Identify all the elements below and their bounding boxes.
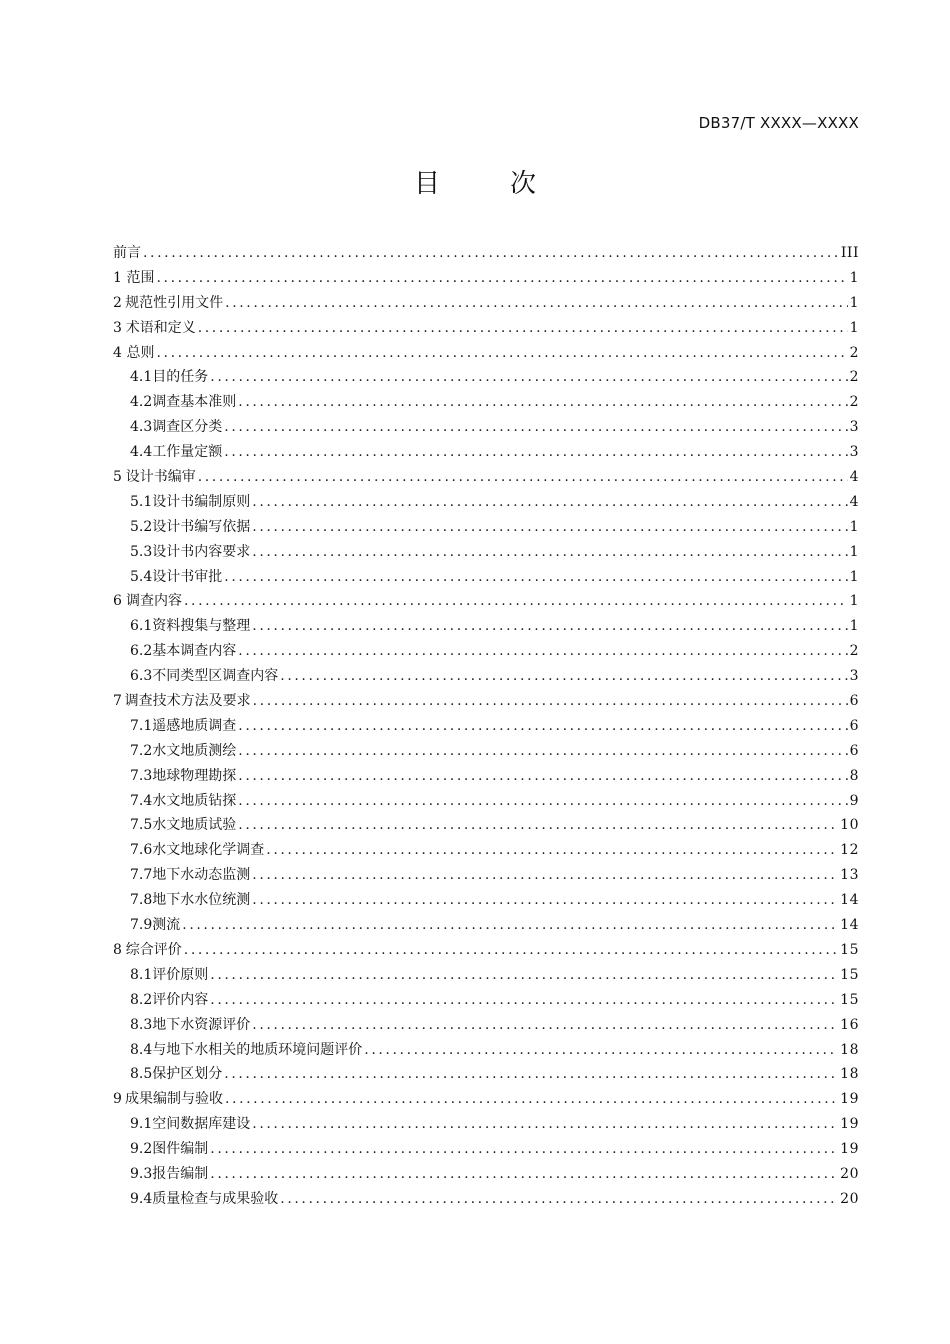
toc-entry-number: 8: [113, 941, 122, 958]
toc-leader-dots: [252, 544, 847, 560]
toc-title: 目 次: [413, 169, 558, 199]
toc-entry-title: 术语和定义: [125, 319, 196, 336]
toc-entry-page: 1: [849, 319, 859, 336]
toc-entry-page: 8: [849, 767, 859, 784]
toc-entry[interactable]: [113, 1014, 859, 1039]
toc-leader-dots: [210, 992, 838, 1008]
toc-entry-title: 综合评价: [125, 941, 182, 958]
toc-entry-page: 1: [849, 518, 859, 535]
toc-entry-page: 3: [849, 444, 859, 461]
toc-leader-dots: [224, 1066, 838, 1082]
toc-entry-number: 5.2: [130, 518, 153, 535]
toc-leader-dots: [252, 867, 838, 883]
toc-entry-title: 设计书编制原则: [152, 493, 251, 510]
toc-entry-number: 5: [113, 469, 122, 486]
toc-entry-page: 13: [840, 867, 859, 884]
toc-leader-dots: [238, 643, 847, 659]
toc-entry-title: 水文地质试验: [152, 817, 237, 834]
toc-entry-number: 8.1: [130, 966, 153, 983]
toc-entry-title: 设计书内容要求: [152, 543, 251, 560]
toc-leader-dots: [210, 369, 847, 385]
toc-leader-dots: [252, 1116, 838, 1132]
toc-entry-page: 6: [849, 693, 859, 710]
toc-leader-dots: [182, 917, 838, 933]
toc-entry[interactable]: [113, 690, 859, 715]
toc-entry-number: 3: [113, 319, 122, 336]
toc-entry-number: 5.3: [130, 543, 153, 560]
toc-entry-page: 1: [849, 543, 859, 560]
toc-entry-page: 14: [840, 892, 859, 909]
toc-entry[interactable]: [113, 790, 859, 815]
toc-leader-dots: [157, 345, 848, 361]
toc-entry[interactable]: [113, 914, 859, 939]
toc-leader-dots: [225, 1091, 838, 1107]
toc-entry-number: 7.7: [130, 867, 153, 884]
toc-entry-page: 15: [840, 941, 859, 958]
toc-entry-number: 9.4: [130, 1190, 153, 1207]
toc-entry-title: 地下水动态监测: [152, 867, 251, 884]
toc-entry-title: 图件编制: [152, 1141, 209, 1158]
toc-entry[interactable]: [113, 541, 859, 566]
toc-entry[interactable]: [113, 1088, 859, 1113]
toc-entry-title: 规范性引用文件: [125, 294, 224, 311]
toc-leader-dots: [143, 245, 839, 261]
toc-entry[interactable]: [113, 1138, 859, 1163]
toc-entry-title: 范围: [126, 269, 155, 286]
toc-entry-title: 调查内容: [125, 593, 182, 610]
toc-leader-dots: [280, 1191, 838, 1207]
toc-leader-dots: [224, 444, 847, 460]
toc-leader-dots: [238, 743, 847, 759]
toc-entry-number: 7.8: [130, 892, 153, 909]
toc-leader-dots: [198, 469, 848, 485]
toc-leader-dots: [252, 892, 838, 908]
toc-entry-number: 7.1: [130, 717, 153, 734]
toc-entry[interactable]: [113, 416, 859, 441]
toc-entry-page: 19: [840, 1091, 859, 1108]
toc-leader-dots: [157, 270, 848, 286]
toc-entry-title: 调查技术方法及要求: [124, 693, 251, 710]
toc-leader-dots: [238, 394, 847, 410]
toc-entry-title: 保护区划分: [152, 1066, 223, 1083]
toc-entry[interactable]: [113, 1163, 859, 1188]
toc-entry-title: 报告编制: [152, 1165, 209, 1182]
toc-leader-dots: [184, 593, 848, 609]
toc-entry[interactable]: [113, 615, 859, 640]
toc-entry-number: 8.4: [130, 1041, 153, 1058]
toc-entry-title: 质量检查与成果验收: [152, 1190, 279, 1207]
toc-entry-number: 4.3: [130, 419, 153, 436]
toc-leader-dots: [210, 1166, 838, 1182]
toc-entry-title: 评价内容: [152, 991, 209, 1008]
toc-entry-title: 调查区分类: [152, 419, 223, 436]
toc-leader-dots: [238, 817, 838, 833]
toc-entry[interactable]: [113, 989, 859, 1014]
toc-entry-title: 基本调查内容: [152, 643, 237, 660]
toc-entry-page: 6: [849, 717, 859, 734]
toc-entry[interactable]: [113, 640, 859, 665]
toc-entry-page: 18: [840, 1066, 859, 1083]
toc-entry-page: 1: [849, 294, 859, 311]
toc-leader-dots: [252, 494, 847, 510]
toc-entry-page: 2: [849, 643, 859, 660]
toc-entry-number: 4: [113, 344, 122, 361]
toc-entry-number: 4.2: [130, 394, 153, 411]
toc-entry-title: 地球物理勘探: [152, 767, 237, 784]
toc-entry-title: 测流: [152, 917, 181, 934]
toc-entry-page: 20: [840, 1190, 859, 1207]
toc-entry-page: 2: [849, 394, 859, 411]
toc-leader-dots: [238, 768, 847, 784]
toc-entry[interactable]: [113, 814, 859, 839]
toc-entry-number: 7.6: [130, 842, 153, 859]
toc-entry-page: 1: [849, 269, 859, 286]
toc-entry[interactable]: [113, 566, 859, 591]
toc-entry-page: 9: [849, 792, 859, 809]
toc-entry-title: 水文地质测绘: [152, 742, 237, 759]
toc-leader-dots: [224, 569, 847, 585]
toc-entry[interactable]: [113, 1188, 859, 1213]
toc-entry[interactable]: [113, 292, 859, 317]
toc-leader-dots: [252, 618, 847, 634]
document-code: DB37/T XXXX—XXXX: [698, 114, 859, 132]
toc-entry-page: 20: [840, 1165, 859, 1182]
toc-entry-page: 1: [849, 568, 859, 585]
toc-entry[interactable]: [113, 964, 859, 989]
toc-leader-dots: [210, 967, 838, 983]
toc-leader-dots: [210, 1141, 838, 1157]
toc-leader-dots: [252, 1017, 838, 1033]
toc-leader-dots: [238, 718, 847, 734]
toc-entry-title: 水文地质钻探: [152, 792, 237, 809]
toc-entry[interactable]: [113, 665, 859, 690]
toc-leader-dots: [364, 1042, 838, 1058]
toc-entry-page: 12: [840, 842, 859, 859]
toc-entry-title: 设计书编审: [125, 469, 196, 486]
toc-entry-title: 目的任务: [152, 369, 209, 386]
toc-entry-number: 9.3: [130, 1165, 153, 1182]
toc-entry[interactable]: [113, 267, 859, 292]
toc-entry-number: 1: [113, 269, 122, 286]
table-of-contents: [113, 242, 859, 1213]
toc-entry[interactable]: [113, 242, 859, 267]
toc-entry[interactable]: [113, 342, 859, 367]
toc-entry-title: 地下水资源评价: [152, 1016, 251, 1033]
toc-leader-dots: [253, 693, 848, 709]
toc-entry-title: 设计书审批: [152, 568, 223, 585]
toc-leader-dots: [225, 295, 847, 311]
toc-entry-title: 不同类型区调查内容: [152, 668, 279, 685]
toc-entry[interactable]: [113, 864, 859, 889]
toc-entry-page: 3: [849, 419, 859, 436]
toc-entry[interactable]: [113, 740, 859, 765]
toc-entry[interactable]: [113, 491, 859, 516]
toc-entry-number: 7.5: [130, 817, 153, 834]
toc-entry-title: 调查基本准则: [152, 394, 237, 411]
toc-entry-page: 15: [840, 966, 859, 983]
toc-entry-number: 5.4: [130, 568, 153, 585]
toc-entry[interactable]: [113, 391, 859, 416]
toc-entry-page: 2: [849, 369, 859, 386]
toc-entry[interactable]: [113, 1063, 859, 1088]
toc-entry-page: 6: [849, 742, 859, 759]
toc-leader-dots: [266, 842, 838, 858]
toc-entry-page: 16: [840, 1016, 859, 1033]
toc-leader-dots: [224, 419, 847, 435]
toc-entry-page: 1: [849, 618, 859, 635]
toc-entry-page: 18: [840, 1041, 859, 1058]
toc-entry-number: 6.1: [130, 618, 153, 635]
toc-leader-dots: [252, 519, 847, 535]
toc-entry[interactable]: [113, 1113, 859, 1138]
toc-entry-page: 14: [840, 917, 859, 934]
toc-entry-title: 与地下水相关的地质环境问题评价: [152, 1041, 363, 1058]
toc-entry-number: 7: [113, 693, 122, 710]
toc-entry-page: III: [840, 245, 859, 261]
toc-entry-page: 3: [849, 668, 859, 685]
toc-entry-number: 8.5: [130, 1066, 153, 1083]
toc-entry[interactable]: [113, 317, 859, 342]
toc-entry-number: 7.2: [130, 742, 153, 759]
toc-entry-title: 成果编制与验收: [124, 1091, 223, 1108]
toc-entry-number: 6.3: [130, 668, 153, 685]
toc-entry-number: 6: [113, 593, 122, 610]
toc-entry-title: 地下水水位统测: [152, 892, 251, 909]
toc-entry-number: 5.1: [130, 493, 153, 510]
toc-entry-page: 4: [849, 493, 859, 510]
toc-entry-number: 9: [113, 1091, 122, 1108]
toc-entry[interactable]: [113, 516, 859, 541]
toc-entry-number: 8.3: [130, 1016, 153, 1033]
toc-leader-dots: [198, 320, 848, 336]
toc-entry[interactable]: [113, 441, 859, 466]
toc-entry-number: 7.9: [130, 917, 153, 934]
toc-leader-dots: [280, 668, 847, 684]
toc-entry[interactable]: [113, 765, 859, 790]
toc-entry-title: 遥感地质调查: [152, 717, 237, 734]
toc-entry-page: 19: [840, 1116, 859, 1133]
toc-entry-page: 2: [849, 344, 859, 361]
toc-entry-title: 水文地球化学调查: [152, 842, 265, 859]
toc-entry-number: 4.4: [130, 444, 153, 461]
toc-entry[interactable]: [113, 939, 859, 964]
toc-entry-number: 8.2: [130, 991, 153, 1008]
toc-entry[interactable]: [113, 366, 859, 391]
toc-entry-page: 4: [849, 469, 859, 486]
toc-entry-title: 总则: [126, 344, 155, 361]
toc-leader-dots: [238, 793, 847, 809]
toc-entry-number: 4.1: [130, 369, 153, 386]
toc-entry-title: 工作量定额: [152, 444, 223, 461]
toc-entry[interactable]: [113, 1039, 859, 1064]
toc-entry[interactable]: [113, 715, 859, 740]
toc-entry-page: 15: [840, 991, 859, 1008]
toc-entry-title: 空间数据库建设: [152, 1116, 251, 1133]
toc-entry-number: 9.2: [130, 1141, 153, 1158]
toc-entry[interactable]: [113, 889, 859, 914]
toc-entry-title: 设计书编写依据: [152, 518, 251, 535]
toc-entry[interactable]: [113, 466, 859, 491]
toc-entry-number: 7.3: [130, 767, 153, 784]
toc-entry-title: 前言: [113, 245, 141, 261]
toc-entry-number: 7.4: [130, 792, 153, 809]
toc-entry-title: 资料搜集与整理: [152, 618, 251, 635]
toc-entry[interactable]: [113, 839, 859, 864]
toc-entry-title: 评价原则: [152, 966, 209, 983]
toc-entry-page: 19: [840, 1141, 859, 1158]
toc-entry-page: 10: [840, 817, 859, 834]
toc-entry[interactable]: [113, 590, 859, 615]
toc-entry-page: 1: [849, 593, 859, 610]
toc-entry-number: 9.1: [130, 1116, 153, 1133]
toc-entry-number: 2: [113, 294, 122, 311]
toc-leader-dots: [184, 942, 838, 958]
toc-entry-number: 6.2: [130, 643, 153, 660]
